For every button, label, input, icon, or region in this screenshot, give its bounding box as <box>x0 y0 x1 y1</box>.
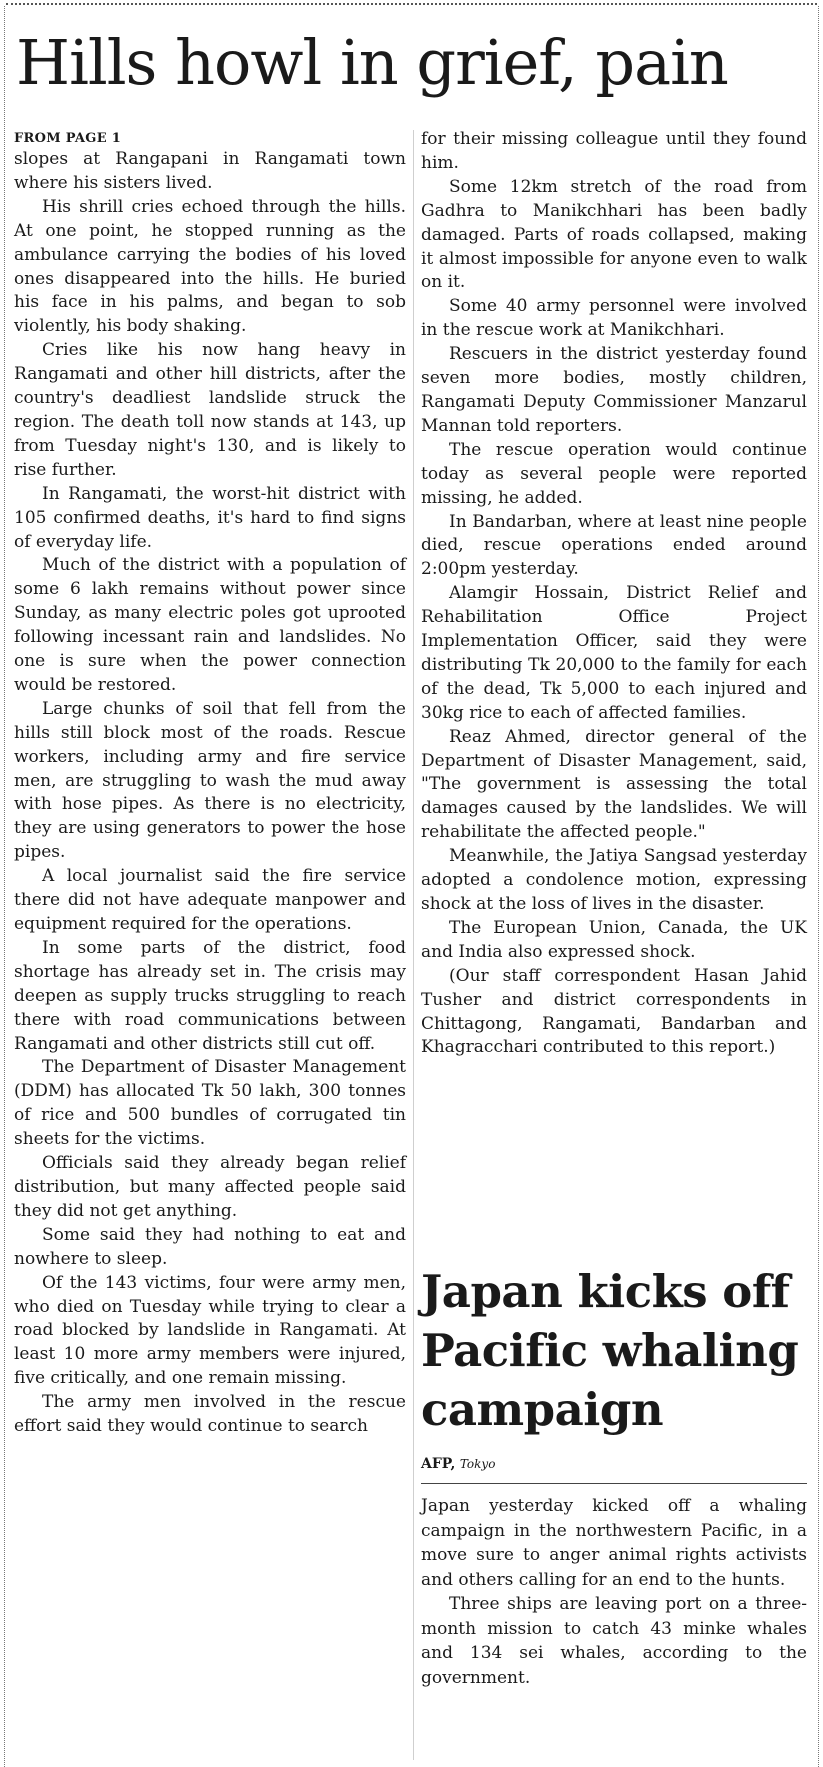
article-paragraph: Meanwhile, the Jatiya Sangsad yesterday adopted a condolence motion, expressing shock at the loss of lives in the disaster. <box>421 846 807 914</box>
article-paragraph: In some parts of the district, food shortage has already set in. The crisis may deepen as supply trucks struggling to reach there with road communications between Rangamati and other districts still cut off. <box>14 937 406 1054</box>
article-paragraph: Some said they had nothing to eat and nowhere to sleep. <box>14 1224 406 1269</box>
article-paragraph: for their missing colleague until they found him. <box>421 129 807 173</box>
article-paragraph: Some 40 army personnel were involved in the rescue work at Manikchhari. <box>421 296 807 341</box>
article-paragraph: Cries like his now hang heavy in Rangamati and other hill districts, after the country's deadliest landslide struck the region. The death toll now stands at 143, up from Tuesday night's 130, and is likely to rise further. <box>14 340 406 480</box>
article-paragraph: His shrill cries echoed through the hills. At one point, he stopped running as the ambulance carrying the bodies of his loved ones disappeared into the hills. He buried his face in his palms, and began to sob violently, his body shaking. <box>14 196 406 337</box>
article-paragraph: slopes at Rangapani in Rangamati town where his sisters lived. <box>14 149 406 193</box>
article-column-left <box>14 128 406 1439</box>
article-headline: Hills howl in grief, pain <box>16 26 728 99</box>
article-paragraph: In Bandarban, where at least nine people died, rescue operations ended around 2:00pm yesterday. <box>421 511 807 580</box>
byline-city: Tokyo <box>459 1457 496 1471</box>
article-paragraph: (Our staff correspondent Hasan Jahid Tusher and district correspondents in Chittagong, Rangamati, Bandarban and Khagracchari contributed to this report.) <box>421 965 807 1058</box>
second-article-headline: Japan kicks off Pacific whaling campaign <box>421 1265 799 1436</box>
byline-agency: AFP, <box>421 1456 456 1472</box>
second-article-body <box>421 1494 807 1690</box>
article-paragraph: The army men involved in the rescue effort said they would continue to search <box>14 1392 406 1437</box>
article-paragraph: Large chunks of soil that fell from the hills still block most of the roads. Rescue workers, including army and fire service men, are struggling to wash the mud away with hose pipes. As there is no electricity, they are using generators to power the hose pipes. <box>14 698 406 863</box>
article-paragraph: Three ships are leaving port on a three-month mission to catch 43 minke whales and 134 sei whales, according to the government. <box>421 1594 807 1688</box>
column-divider <box>413 130 414 1760</box>
article-paragraph: Reaz Ahmed, director general of the Department of Disaster Management, said, "The government is assessing the total damages caused by the landslides. We will rehabilitate the affected people." <box>421 726 807 843</box>
article-paragraph: The Department of Disaster Management (DDM) has allocated Tk 50 lakh, 300 tonnes of rice and 500 bundles of corrugated tin sheets for the victims. <box>14 1057 406 1150</box>
article-paragraph: Japan yesterday kicked off a whaling campaign in the northwestern Pacific, in a move sure to anger animal rights activists and others calling for an end to the hunts. <box>421 1496 807 1590</box>
article-paragraph: Much of the district with a population of some 6 lakh remains without power since Sunday, as many electric poles got uprooted following incessant rain and landslides. No one is sure when the power connection would be restored. <box>14 555 406 695</box>
article-paragraph: Alamgir Hossain, District Relief and Rehabilitation Office Project Implementation Officer, said they were distributing Tk 20,000 to the family for each of the dead, Tk 5,000 to each injured and 30kg rice to each of affected families. <box>421 583 807 723</box>
article-paragraph: Rescuers in the district yesterday found seven more bodies, mostly children, Rangamati Deputy Commissioner Manzarul Mannan told reporters. <box>421 344 807 436</box>
article-paragraph: Some 12km stretch of the road from Gadhra to Manikchhari has been badly damaged. Parts of roads collapsed, making it almost impossible for anyone even to walk on it. <box>421 176 807 293</box>
article-column-right <box>421 128 807 1060</box>
article-paragraph: In Rangamati, the worst-hit district with 105 confirmed deaths, it's hard to find signs of everyday life. <box>14 483 406 552</box>
left-dotted-rule <box>4 6 5 1767</box>
article-paragraph: The European Union, Canada, the UK and India also expressed shock. <box>421 917 807 962</box>
from-page-label: FROM PAGE 1 <box>14 131 122 146</box>
article-paragraph: Of the 143 victims, four were army men, who died on Tuesday while trying to clear a road blocked by landslide in Rangamati. At least 10 more army members were injured, five critically, and one remain missing. <box>14 1272 406 1389</box>
article-paragraph: The rescue operation would continue today as several people were reported missing, he added. <box>421 439 807 508</box>
byline-rule <box>421 1483 807 1484</box>
top-dotted-rule <box>6 3 817 5</box>
article-paragraph: A local journalist said the fire service there did not have adequate manpower and equipment required for the operations. <box>14 866 406 934</box>
article-paragraph: Officials said they already began relief distribution, but many affected people said they did not get anything. <box>14 1153 406 1221</box>
byline <box>421 1454 807 1474</box>
right-dotted-rule <box>818 6 819 1767</box>
